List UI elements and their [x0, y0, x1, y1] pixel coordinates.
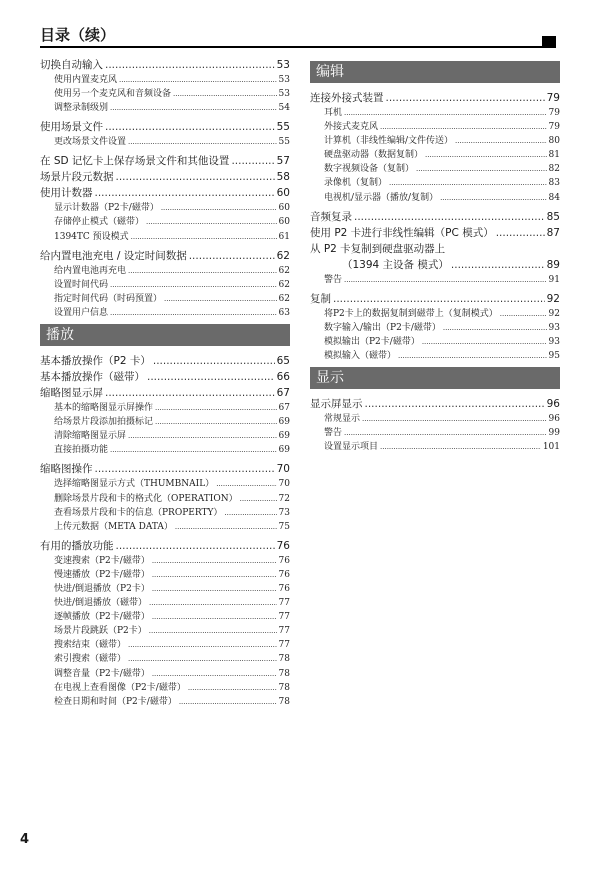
toc-entry-page: 61 — [278, 231, 290, 242]
section-heading: 编辑 — [310, 61, 560, 83]
leader-dots — [155, 415, 277, 429]
leader-dots — [398, 349, 547, 363]
toc-entry-page: 79 — [546, 92, 560, 104]
page-header — [40, 26, 556, 48]
toc-entry-page: 78 — [278, 682, 290, 693]
toc-entry-page: 78 — [278, 654, 290, 665]
leader-dots — [231, 153, 274, 169]
toc-entry-page: 57 — [276, 155, 290, 168]
toc-entry-page: 53 — [278, 75, 290, 85]
toc-entry[interactable] — [40, 353, 290, 369]
toc-entry-title: 基本播放操作（P2 卡） — [40, 355, 151, 368]
toc-entry-title: 计算机（非线性编辑/文件传送） — [324, 136, 454, 147]
toc-entry-page: 76 — [278, 555, 290, 566]
toc-entry-page: 62 — [278, 265, 290, 276]
section-heading: 播放 — [40, 324, 290, 346]
toc-sub-entry[interactable] — [40, 506, 290, 520]
section-heading: 显示 — [310, 367, 560, 389]
toc-entry-page: 76 — [278, 569, 290, 580]
leader-dots — [354, 209, 545, 225]
toc-sub-entry[interactable] — [40, 681, 290, 695]
toc-sub-entry[interactable] — [40, 520, 290, 534]
leader-dots — [380, 440, 541, 454]
leader-dots — [128, 429, 277, 443]
toc-entry[interactable] — [40, 57, 290, 73]
toc-entry[interactable] — [40, 461, 290, 477]
toc-entry-title: 设置显示项目 — [324, 442, 379, 453]
toc-entry-title: 删除场景片段和卡的格式化（OPERATION） — [54, 493, 238, 504]
toc-entry-page: 60 — [278, 217, 290, 228]
toc-entry[interactable] — [40, 185, 290, 201]
leader-dots — [455, 134, 547, 148]
toc-entry-title: 快进/倒退播放（P2卡） — [54, 583, 150, 594]
toc-entry-title: 变速搜索（P2卡/磁带） — [54, 555, 150, 566]
leader-dots — [110, 443, 277, 457]
toc-entry-page: 66 — [276, 371, 290, 384]
toc-entry-page: 93 — [548, 336, 560, 347]
toc-entry-page: 93 — [548, 322, 560, 333]
toc-entry-page: 65 — [276, 355, 290, 368]
leader-dots — [344, 273, 547, 287]
toc-entry-page: 53 — [276, 59, 290, 71]
toc-entry-title: 常规显示 — [324, 414, 361, 425]
toc-entry[interactable] — [310, 396, 560, 412]
leader-dots — [146, 215, 277, 229]
leader-dots — [188, 681, 277, 695]
toc-entry-page: 54 — [278, 103, 290, 114]
toc-entry-title: 连接外接式装置 — [310, 92, 384, 104]
leader-dots — [389, 176, 547, 190]
leader-dots — [496, 225, 545, 241]
toc-sub-entry[interactable] — [310, 148, 560, 162]
toc-sub-entry[interactable] — [310, 349, 560, 363]
toc-entry-title: 数字输入/输出（P2卡/磁带） — [324, 322, 441, 333]
toc-column-left — [40, 57, 290, 709]
leader-dots — [105, 119, 275, 135]
toc-entry-title: 设置时间代码 — [54, 279, 109, 290]
toc-entry-title: 缩略图操作 — [40, 463, 93, 476]
leader-dots — [110, 278, 277, 292]
leader-dots — [149, 596, 277, 610]
toc-entry[interactable] — [40, 369, 290, 385]
toc-entry-page: 80 — [548, 136, 560, 147]
leader-dots — [344, 426, 547, 440]
leader-dots — [175, 520, 277, 534]
toc-entry[interactable] — [310, 209, 560, 225]
toc-entry-title: 查看场景片段和卡的信息（PROPERTY） — [54, 507, 223, 518]
leader-dots — [443, 321, 547, 335]
leader-dots — [416, 162, 547, 176]
toc-entry-title: 从 P2 卡复制到硬盘驱动器上 — [310, 242, 446, 255]
toc-entry[interactable] — [40, 153, 290, 169]
toc-entry-title: 模拟输入（磁带） — [324, 351, 397, 362]
toc-entry-title: （1394 主设备 模式） — [342, 258, 449, 271]
toc-entry-page: 55 — [278, 137, 290, 148]
toc-sub-entry[interactable] — [310, 120, 560, 134]
leader-dots — [161, 201, 277, 215]
toc-entry-title: 耳机 — [324, 108, 343, 118]
leader-dots — [128, 135, 277, 149]
toc-sub-entry[interactable] — [40, 667, 290, 681]
toc-entry-page: 58 — [276, 171, 290, 184]
toc-entry-title: 使用内置麦克风 — [54, 75, 118, 85]
toc-sub-entry[interactable] — [310, 134, 560, 148]
toc-entry[interactable] — [40, 248, 290, 264]
toc-entry-title: 选择缩略图显示方式（THUMBNAIL） — [54, 479, 215, 490]
toc-sub-entry[interactable] — [310, 191, 560, 205]
toc-sub-entry[interactable] — [40, 554, 290, 568]
toc-entry[interactable] — [310, 90, 560, 106]
toc-entry-title: 调整音量（P2卡/磁带） — [54, 668, 150, 679]
toc-entry-page: 99 — [548, 428, 560, 439]
toc-entry-title: 指定时间代码（时码预置） — [54, 293, 163, 304]
toc-entry-page: 95 — [548, 351, 560, 362]
toc-sub-entry[interactable] — [40, 443, 290, 457]
leader-dots — [128, 264, 277, 278]
toc-entry-title: 上传元数据（META DATA） — [54, 521, 173, 532]
toc-entry-page: 60 — [278, 203, 290, 214]
toc-entry-page: 81 — [548, 150, 560, 161]
leader-dots — [105, 57, 275, 73]
leader-dots — [153, 353, 275, 369]
toc-sub-entry[interactable] — [40, 87, 290, 101]
toc-entry-title: 显示屏显示 — [310, 398, 363, 411]
toc-entry-title: 使用另一个麦克风和音频设备 — [54, 89, 172, 100]
toc-entry-title: 外接式麦克风 — [324, 122, 379, 133]
page-number: 4 — [20, 832, 30, 847]
toc-sub-entry[interactable] — [40, 201, 290, 215]
toc-entry-title: 使用场景文件 — [40, 121, 103, 134]
toc-entry-page: 69 — [278, 445, 290, 456]
toc-entry[interactable] — [310, 257, 560, 273]
toc-entry-title: 搜索结束（磁带） — [54, 640, 127, 651]
toc-sub-entry[interactable] — [40, 292, 290, 306]
toc-entry-page: 62 — [278, 279, 290, 290]
toc-entry-title: 录像机（复制） — [324, 178, 388, 189]
leader-dots — [179, 695, 277, 709]
toc-sub-entry[interactable] — [40, 638, 290, 652]
toc-entry-page: 79 — [548, 122, 560, 133]
toc-entry-title: 基本的缩略图显示屏操作 — [54, 403, 154, 414]
toc-entry-title: 使用计数器 — [40, 187, 93, 200]
leader-dots — [500, 307, 547, 321]
leader-dots — [386, 90, 545, 106]
toc-sub-entry[interactable] — [310, 440, 560, 454]
toc-sub-entry[interactable] — [310, 412, 560, 426]
toc-sub-entry[interactable] — [40, 429, 290, 443]
leader-dots — [116, 169, 275, 185]
toc-entry-title: 慢速播放（P2卡/磁带） — [54, 569, 150, 580]
toc-entry-page: 62 — [278, 293, 290, 304]
toc-entry-title: 存储停止模式（磁带） — [54, 217, 145, 228]
leader-dots — [128, 652, 277, 666]
leader-dots — [189, 248, 275, 264]
toc-sub-entry[interactable] — [310, 273, 560, 287]
leader-dots — [155, 401, 277, 415]
toc-entry[interactable] — [40, 385, 290, 401]
toc-entry-page: 67 — [276, 387, 290, 400]
toc-entry-title: 更改场景文件设置 — [54, 137, 127, 148]
toc-entry-title: 场景片段跳跃（P2卡） — [54, 626, 147, 637]
toc-sub-entry[interactable] — [40, 477, 290, 491]
toc-entry-title: 给场景片段添加拍摄标记 — [54, 417, 154, 428]
toc-entry-title: 切换自动输入 — [40, 59, 103, 71]
toc-entry-title: 检查日期和时间（P2卡/磁带） — [54, 696, 177, 707]
leader-dots — [152, 554, 277, 568]
leader-dots — [152, 667, 277, 681]
toc-entry-page: 53 — [278, 89, 290, 100]
leader-dots — [147, 369, 275, 385]
leader-dots — [224, 506, 276, 520]
toc-sub-entry[interactable] — [40, 624, 290, 638]
toc-sub-entry[interactable] — [310, 335, 560, 349]
toc-entry-title: 在 SD 记忆卡上保存场景文件和其他设置 — [40, 155, 230, 168]
toc-entry[interactable] — [310, 241, 560, 257]
toc-entry-title: 给内置电池再充电 — [54, 265, 127, 276]
toc-entry[interactable] — [40, 169, 290, 185]
leader-dots — [240, 492, 277, 506]
toc-sub-entry[interactable] — [40, 135, 290, 149]
toc-entry-title: 将P2卡上的数据复制到磁带上（复制模式） — [324, 308, 498, 319]
toc-entry-page: 96 — [546, 398, 560, 411]
leader-dots — [216, 477, 276, 491]
leader-dots — [152, 582, 277, 596]
toc-entry-page: 70 — [276, 463, 290, 476]
toc-sub-entry[interactable] — [310, 426, 560, 440]
toc-entry-title: 警告 — [324, 428, 343, 439]
toc-entry[interactable] — [40, 119, 290, 135]
toc-sub-entry[interactable] — [310, 176, 560, 190]
leader-dots — [344, 106, 547, 120]
toc-entry-title: 基本播放操作（磁带） — [40, 371, 145, 384]
toc-entry-page: 92 — [546, 292, 560, 305]
leader-dots — [119, 73, 277, 87]
toc-entry-title: 音频复录 — [310, 210, 352, 223]
toc-entry-title: 电视机/显示器（播放/复制） — [324, 192, 439, 203]
toc-sub-entry[interactable] — [40, 264, 290, 278]
leader-dots — [116, 538, 275, 554]
toc-sub-entry[interactable] — [40, 73, 290, 87]
toc-entry-page: 78 — [278, 696, 290, 707]
toc-entry-title: 给内置电池充电 / 设定时间数据 — [40, 249, 187, 262]
toc-entry-page: 84 — [548, 192, 560, 203]
leader-dots — [152, 568, 277, 582]
toc-entry-title: 清除缩略图显示屏 — [54, 431, 127, 442]
toc-entry-page: 96 — [548, 414, 560, 425]
leader-dots — [380, 120, 547, 134]
toc-entry-page: 91 — [548, 274, 560, 285]
toc-sub-entry[interactable] — [40, 415, 290, 429]
leader-dots — [362, 412, 547, 426]
leader-dots — [149, 624, 277, 638]
toc-sub-entry[interactable] — [40, 695, 290, 709]
toc-column-right — [310, 57, 560, 454]
toc-sub-entry[interactable] — [40, 230, 290, 244]
toc-entry-page: 89 — [546, 258, 560, 271]
toc-entry-page: 76 — [276, 539, 290, 552]
toc-entry-page: 76 — [278, 583, 290, 594]
leader-dots — [95, 185, 275, 201]
toc-entry-page: 77 — [278, 626, 290, 637]
leader-dots — [110, 306, 277, 320]
leader-dots — [95, 461, 275, 477]
toc-entry[interactable] — [40, 538, 290, 554]
toc-entry-page: 72 — [278, 493, 290, 504]
toc-entry-title: 逐帧播放（P2卡/磁带） — [54, 612, 150, 623]
toc-entry-title: 使用 P2 卡进行非线性编辑（PC 模式） — [310, 226, 494, 239]
toc-sub-entry[interactable] — [40, 596, 290, 610]
leader-dots — [164, 292, 277, 306]
header-rule — [40, 46, 556, 48]
toc-entry-page: 73 — [278, 507, 290, 518]
toc-sub-entry[interactable] — [40, 101, 290, 115]
page-title: 目录（续） — [40, 26, 116, 44]
toc-entry-page: 101 — [542, 442, 560, 453]
toc-sub-entry[interactable] — [40, 652, 290, 666]
toc-entry-page: 60 — [276, 187, 290, 200]
toc-entry-title: 数字视频设备（复制） — [324, 164, 415, 175]
toc-entry-title: 设置用户信息 — [54, 307, 109, 318]
toc-entry-page: 55 — [276, 121, 290, 134]
toc-sub-entry[interactable] — [310, 106, 560, 120]
toc-entry-title: 硬盘驱动器（数据复制） — [324, 150, 424, 161]
toc-entry-title: 索引搜索（磁带） — [54, 654, 127, 665]
toc-entry-page: 78 — [278, 668, 290, 679]
toc-entry-title: 缩略图显示屏 — [40, 387, 103, 400]
leader-dots — [422, 335, 547, 349]
toc-entry-page: 85 — [546, 210, 560, 223]
toc-entry-page: 69 — [278, 417, 290, 428]
toc-entry-title: 有用的播放功能 — [40, 539, 114, 552]
toc-entry-title: 警告 — [324, 274, 343, 285]
toc-entry-page: 82 — [548, 164, 560, 175]
toc-entry-title: 显示计数器（P2卡/磁带） — [54, 203, 159, 214]
leader-dots — [131, 230, 277, 244]
toc-entry-page: 75 — [278, 521, 290, 532]
leader-dots — [110, 101, 277, 115]
toc-entry-title: 1394TC 预设模式 — [54, 231, 129, 242]
toc-sub-entry[interactable] — [40, 215, 290, 229]
leader-dots — [128, 638, 277, 652]
toc-sub-entry[interactable] — [40, 610, 290, 624]
toc-sub-entry[interactable] — [40, 278, 290, 292]
leader-dots — [333, 291, 545, 307]
toc-entry-page: 67 — [278, 403, 290, 414]
leader-dots — [451, 257, 545, 273]
toc-sub-entry[interactable] — [40, 568, 290, 582]
leader-dots — [105, 385, 275, 401]
header-tab-marker — [542, 36, 556, 46]
toc-sub-entry[interactable] — [310, 307, 560, 321]
toc-entry-page: 62 — [276, 249, 290, 262]
toc-entry-page: 79 — [548, 108, 560, 118]
toc-entry[interactable] — [310, 225, 560, 241]
toc-entry-page: 87 — [546, 226, 560, 239]
toc-sub-entry[interactable] — [310, 321, 560, 335]
toc-entry-page: 70 — [278, 479, 290, 490]
toc-entry-page: 77 — [278, 640, 290, 651]
toc-entry-page: 77 — [278, 598, 290, 609]
toc-entry-title: 直接拍摄功能 — [54, 445, 109, 456]
toc-sub-entry[interactable] — [40, 582, 290, 596]
leader-dots — [425, 148, 547, 162]
leader-dots — [440, 191, 546, 205]
toc-entry-page: 92 — [548, 308, 560, 319]
toc-entry-page: 77 — [278, 612, 290, 623]
leader-dots — [365, 396, 545, 412]
toc-entry-title: 复制 — [310, 292, 331, 305]
toc-entry-page: 63 — [278, 307, 290, 318]
toc-entry-title: 场景片段元数据 — [40, 171, 114, 184]
toc-entry-title: 模拟输出（P2卡/磁带） — [324, 336, 420, 347]
leader-dots — [152, 610, 277, 624]
toc-sub-entry[interactable] — [40, 401, 290, 415]
toc-entry-title: 快进/倒退播放（磁带） — [54, 598, 148, 609]
toc-sub-entry[interactable] — [310, 162, 560, 176]
toc-sub-entry[interactable] — [40, 492, 290, 506]
toc-entry-page: 69 — [278, 431, 290, 442]
toc-entry-title: 调整录制级别 — [54, 103, 109, 114]
toc-entry[interactable] — [310, 291, 560, 307]
toc-entry-page: 83 — [548, 178, 560, 189]
toc-sub-entry[interactable] — [40, 306, 290, 320]
toc-entry-title: 在电视上查看图像（P2卡/磁带） — [54, 682, 186, 693]
leader-dots — [173, 87, 277, 101]
